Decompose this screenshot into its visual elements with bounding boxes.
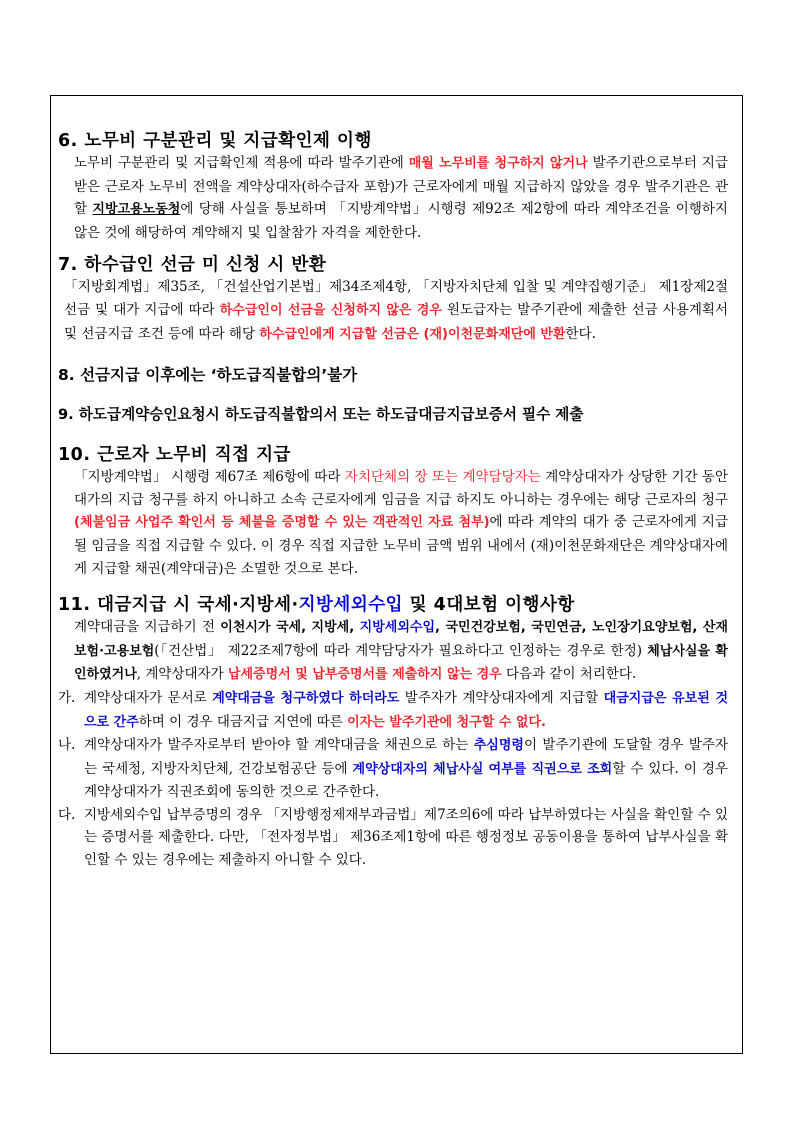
highlight-text: 하수급인이 선금을 신청하지 않은 경우 — [219, 302, 442, 318]
highlight-text: 계약상대자의 체납사실 여부를 직권으로 조회 — [352, 761, 613, 777]
underlined-text: 지방고용노동청 — [92, 202, 181, 218]
section-10-title: 10. 근로자 노무비 직접 지급 — [58, 445, 291, 466]
text: (「건산법」 제22조제7항에 따라 계약담당자가 필요하다고 인정하는 경우로 한정) — [154, 642, 648, 659]
section-9 — [58, 404, 728, 426]
highlight-text: 납세증명서 및 납부증명서를 제출하지 않는 경우 — [227, 667, 502, 683]
text: , 계약상대자가 — [136, 666, 228, 683]
list-marker: 나. — [58, 737, 76, 754]
list-item — [58, 734, 728, 804]
section-10 — [58, 444, 728, 580]
title-highlight: 지방세외수입 — [298, 595, 404, 616]
section-11 — [58, 594, 728, 872]
section-11-title — [58, 594, 728, 616]
section-11-body — [58, 616, 728, 687]
text: 계약대금을 지급하기 전 — [74, 619, 221, 636]
list-item-text — [84, 687, 728, 734]
list-item — [58, 804, 728, 872]
text: 에 당해 사실을 통보하며 「지방계약법」시행령 제92조 제2항에 따라 계약조건을 이행하지 않은 것에 해당하여 계약해지 및 입찰참가 자격을 제한한다. — [74, 201, 728, 241]
list-item-text: 지방세외수입 납부증명의 경우 「지방행정제재부과금법」제7조의6에 따라 납부하였다는 사실을 확인할 수 있는 증명서를 제출한다. 다만, 「전자정부법」 제36조제1항에 따른 행정정보 공동이용을 통하여 납부사실을 확인할 수 있는 경우에는 제출하지 아니할 수 있다. — [84, 806, 728, 869]
list-item — [58, 687, 728, 734]
text: 한다. — [565, 325, 596, 342]
text: 발주자가 계약상대자에게 지급할 — [399, 689, 604, 706]
highlight-text: 지방세외수입 — [359, 620, 436, 636]
highlight-text: (체불임금 사업주 확인서 등 체불을 증명할 수 있는 객관적인 자료 첨부) — [74, 515, 490, 531]
section-6-body — [58, 152, 728, 244]
highlight-text: 계약대금을 청구하였다 하더라도 — [212, 690, 400, 706]
text: 「지방회계법」제35조, 「건설산업기본법」제34조제4항, 「지방자치단체 입찰 및 계약집행기준」 제1장제2절 선금 및 대가 지급에 따라 — [64, 279, 728, 318]
section-8-title: 8. 선금지급 이후에는 ‘하도급직불합의’불가 — [58, 366, 358, 385]
text: 할 수 있다. 이 경우 계약상대자가 직권조회에 동의한 것으로 간주한다. — [84, 760, 728, 801]
list-marker: 다. — [58, 806, 76, 823]
section-7-body — [58, 276, 728, 346]
text: 하며 이 경우 대금지급 지연에 따른 — [138, 713, 348, 730]
list-item-text — [84, 734, 728, 804]
text: 에 따라 계약의 대가 중 근로자에게 지급될 임금을 직접 지급할 수 있다. 이 경우 직접 지급한 노무비 금액 범위 내에서 (재)이천문화재단은 계약상대자에게 지급할 채권(계약대금)은 소멸한 것으로 본다. — [74, 514, 728, 577]
highlight-text: 자치단체의 장 또는 계약담당자는 — [344, 469, 541, 486]
text: 다음과 같이 처리한다. — [501, 666, 637, 683]
section-10-body — [58, 466, 728, 580]
highlight-text: 이자는 발주기관에 청구할 수 없다. — [347, 714, 546, 730]
section-9-title: 9. 하도급계약승인요청시 하도급직불합의서 또는 하도급대금지급보증서 필수 제출 — [58, 406, 584, 424]
section-6 — [58, 130, 728, 244]
highlight-text: 매월 노무비를 청구하지 않거나 — [408, 156, 588, 171]
text: 계약상대자가 발주자로부터 받아야 할 계약대금을 채권으로 하는 — [84, 737, 474, 754]
highlight-text: 대금지급은 유보된 것으로 간주 — [84, 690, 728, 730]
section-7 — [58, 254, 728, 346]
section-8 — [58, 364, 728, 386]
text: 노무비 구분관리 및 지급확인제 적용에 따라 발주기관에 — [74, 155, 409, 171]
text: 이 발주기관에 도달할 경우 발주자는 국세청, 지방자치단체, 건강보험공단 등에 — [84, 737, 728, 777]
title-text: 및 4대보험 이행사항 — [403, 595, 575, 616]
bold-text: , 국민건강보험, 국민연금, 노인장기요양보험, 산재보험·고용보험 — [74, 620, 728, 659]
list-marker: 가. — [58, 689, 76, 706]
highlight-text: 하수급인에게 지급할 선금은 (재)이천문화재단에 반환 — [259, 326, 566, 342]
title-text: 11. 대금지급 시 국세·지방세· — [58, 595, 299, 616]
text: 발주기관으로부터 지급받은 근로자 노무비 전액을 계약상대자(하수급자 포함)가 근로자에게 매월 지급하지 않았을 경우 발주기관은 관할 — [74, 155, 728, 218]
text: 원도급자는 발주기관에 제출한 선금 사용계획서 및 선금지급 조건 등에 따라 해당 — [64, 301, 728, 342]
bold-text: 체납사실을 확인하였거나 — [74, 643, 728, 683]
text: 계약상대자가 상당한 기간 동안 대가의 지급 청구를 하지 아니하고 소속 근로자에게 임금을 지급 하지도 아니하는 경우에는 해당 근로자의 청구 — [74, 469, 728, 508]
highlight-text: 추심명령 — [473, 738, 524, 754]
section-6-title: 6. 노무비 구분관리 및 지급확인제 이행 — [58, 131, 372, 151]
document-body — [58, 130, 728, 872]
bold-text: 이천시가 국세, 지방세, — [220, 620, 360, 636]
section-7-title: 7. 하수급인 선금 미 신청 시 반환 — [58, 255, 327, 276]
text: 「지방계약법」 시행령 제67조 제6항에 따라 — [74, 469, 345, 486]
text: 계약상대자가 문서로 — [84, 689, 213, 706]
